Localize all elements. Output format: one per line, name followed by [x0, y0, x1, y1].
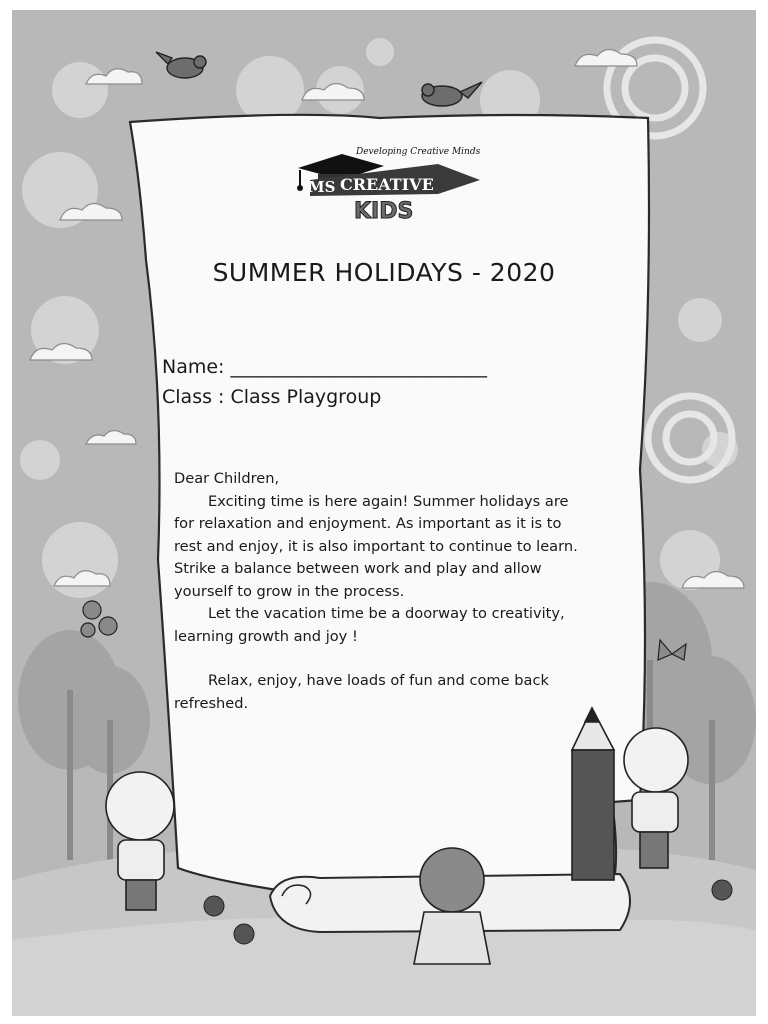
- svg-text:CREATIVE: CREATIVE: [340, 175, 434, 194]
- paragraph-1: Exciting time is here again! Summer holidays are for relaxation and enjoyment. As important as it is to rest and enjoy, it is also important to continue to learn. Strike a balance between work and play and allow yourself to grow in the process.: [174, 492, 578, 600]
- greeting: Dear Children,: [174, 470, 280, 487]
- name-field[interactable]: Name: ___________________________: [162, 356, 487, 378]
- page-title: SUMMER HOLIDAYS - 2020: [212, 258, 556, 287]
- letter-body: [174, 468, 584, 715]
- paragraph-2: Let the vacation time be a doorway to creativity, learning growth and joy !: [174, 605, 565, 645]
- paragraph-3: Relax, enjoy, have loads of fun and come back refreshed.: [174, 672, 549, 712]
- svg-text:KIDS: KIDS: [354, 199, 414, 222]
- class-label: Class : Class Playgroup: [162, 386, 382, 408]
- ms-creative-kids-logo: [288, 140, 484, 222]
- svg-text:Developing Creative Minds: Developing Creative Minds: [356, 147, 481, 157]
- svg-text:MS: MS: [308, 178, 336, 196]
